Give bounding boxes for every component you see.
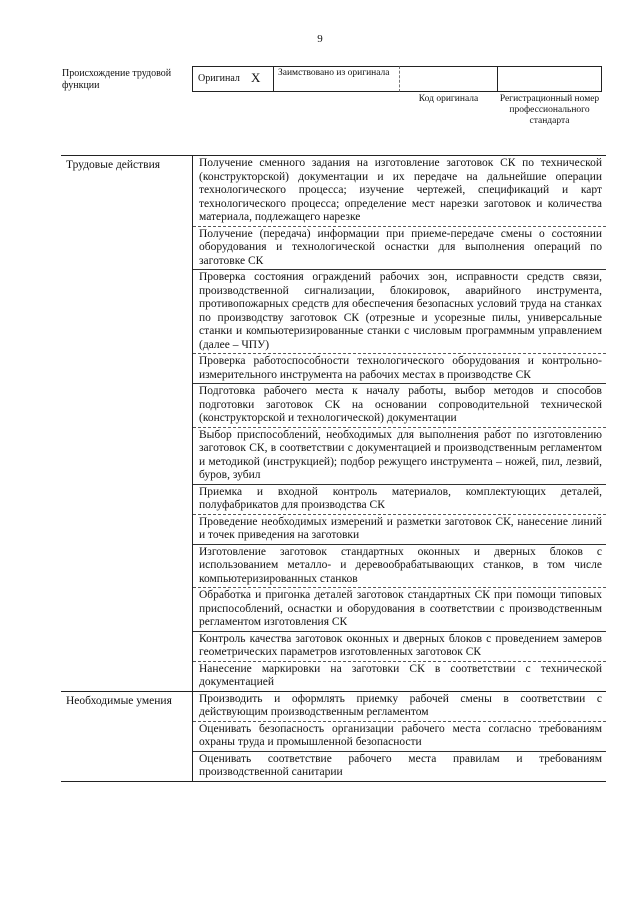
- section-label: Трудовые действия: [61, 156, 193, 691]
- reg-number-cell: [498, 66, 602, 92]
- reg-caption: Регистрационный номер профессионального стандарта: [499, 94, 600, 126]
- table-row: Обработка и пригонка деталей заготовок стандартных СК при помощи типовых приспособлений, оснастки и оборудования в соответствии с производственным регламентом изготовления СК: [193, 587, 606, 631]
- table-row: Подготовка рабочего места к началу работы, выбор методов и способов подготовки заготовок СК на основании сопроводительной технической (конструкторской и технологической) документации: [193, 383, 606, 427]
- section-label: Необходимые умения: [61, 692, 193, 781]
- origin-label: Происхождение трудовой функции: [62, 68, 172, 91]
- section-items: [193, 692, 606, 781]
- section-items: [193, 156, 606, 691]
- page-number: 9: [317, 33, 323, 45]
- borrowed-label: Заимствовано из оригинала: [278, 68, 390, 78]
- table-row: Проведение необходимых измерений и разметки заготовок СК, нанесение линий и точек приведения на заготовки: [193, 514, 606, 544]
- function-table: [61, 155, 606, 782]
- table-row: Оценивать безопасность организации рабочего места согласно требованиям охраны труда и промышленной безопасности: [193, 721, 606, 751]
- code-cell: [400, 66, 498, 92]
- table-row: Оценивать соответствие рабочего места правилам и требованиям производственной санитарии: [193, 751, 606, 781]
- table-row: Проверка работоспособности технологического оборудования и контрольно-измерительного инструмента на рабочих местах в производстве СК: [193, 353, 606, 383]
- original-mark: X: [251, 70, 261, 85]
- table-section: [61, 691, 606, 781]
- table-row: Изготовление заготовок стандартных оконных и дверных блоков с использованием металло- и деревообрабатывающих станков, в том числе компьютеризированных станков: [193, 544, 606, 588]
- table-row: Производить и оформлять приемку рабочей смены в соответствии с действующим производственным регламентом: [199, 692, 602, 718]
- table-row: Проверка состояния ограждений рабочих зон, исправности средств связи, производственной сигнализации, блокировок, аварийного инструмента, противопожарных средств для обеспечения безопасных условий труда на станках по производству заготовок СК (отрезные и усорезные пилы, универсальные станки и компьютеризированные станки с числовым программным управлением (далее – ЧПУ): [193, 269, 606, 353]
- table-row: Приемка и входной контроль материалов, комплектующих деталей, полуфабрикатов для производства СК: [193, 484, 606, 514]
- original-label: Оригинал: [198, 73, 240, 84]
- table-section: [61, 156, 606, 691]
- table-row: Получение (передача) информации при приеме-передаче смены о состоянии оборудования и технологической оснастки для выполнения операций по заготовке СК: [193, 226, 606, 270]
- table-row: Выбор приспособлений, необходимых для выполнения работ по изготовлению заготовок СК, в соответствии с документацией и производственным регламентом и методикой (инструкцией); подбор режущего инструмента – ножей, пил, лезвий, буров, зубил: [193, 427, 606, 484]
- table-row: Нанесение маркировки на заготовки СК в соответствии с технической документацией: [193, 661, 606, 691]
- borrowed-cell: [273, 66, 400, 92]
- original-cell: [192, 66, 274, 92]
- code-caption: Код оригинала: [418, 94, 479, 104]
- table-row: Контроль качества заготовок оконных и дверных блоков с проведением замеров геометрических параметров изготовленных заготовок СК: [193, 631, 606, 661]
- table-row: Получение сменного задания на изготовление заготовок СК по технической (конструкторской) документации и их передаче на дальнейшие операции технологического процесса; изучение чертежей, спецификаций и карт технологического процесса; определение мест нарезки заготовок и количества материала, подлежащего нарезке: [199, 157, 602, 223]
